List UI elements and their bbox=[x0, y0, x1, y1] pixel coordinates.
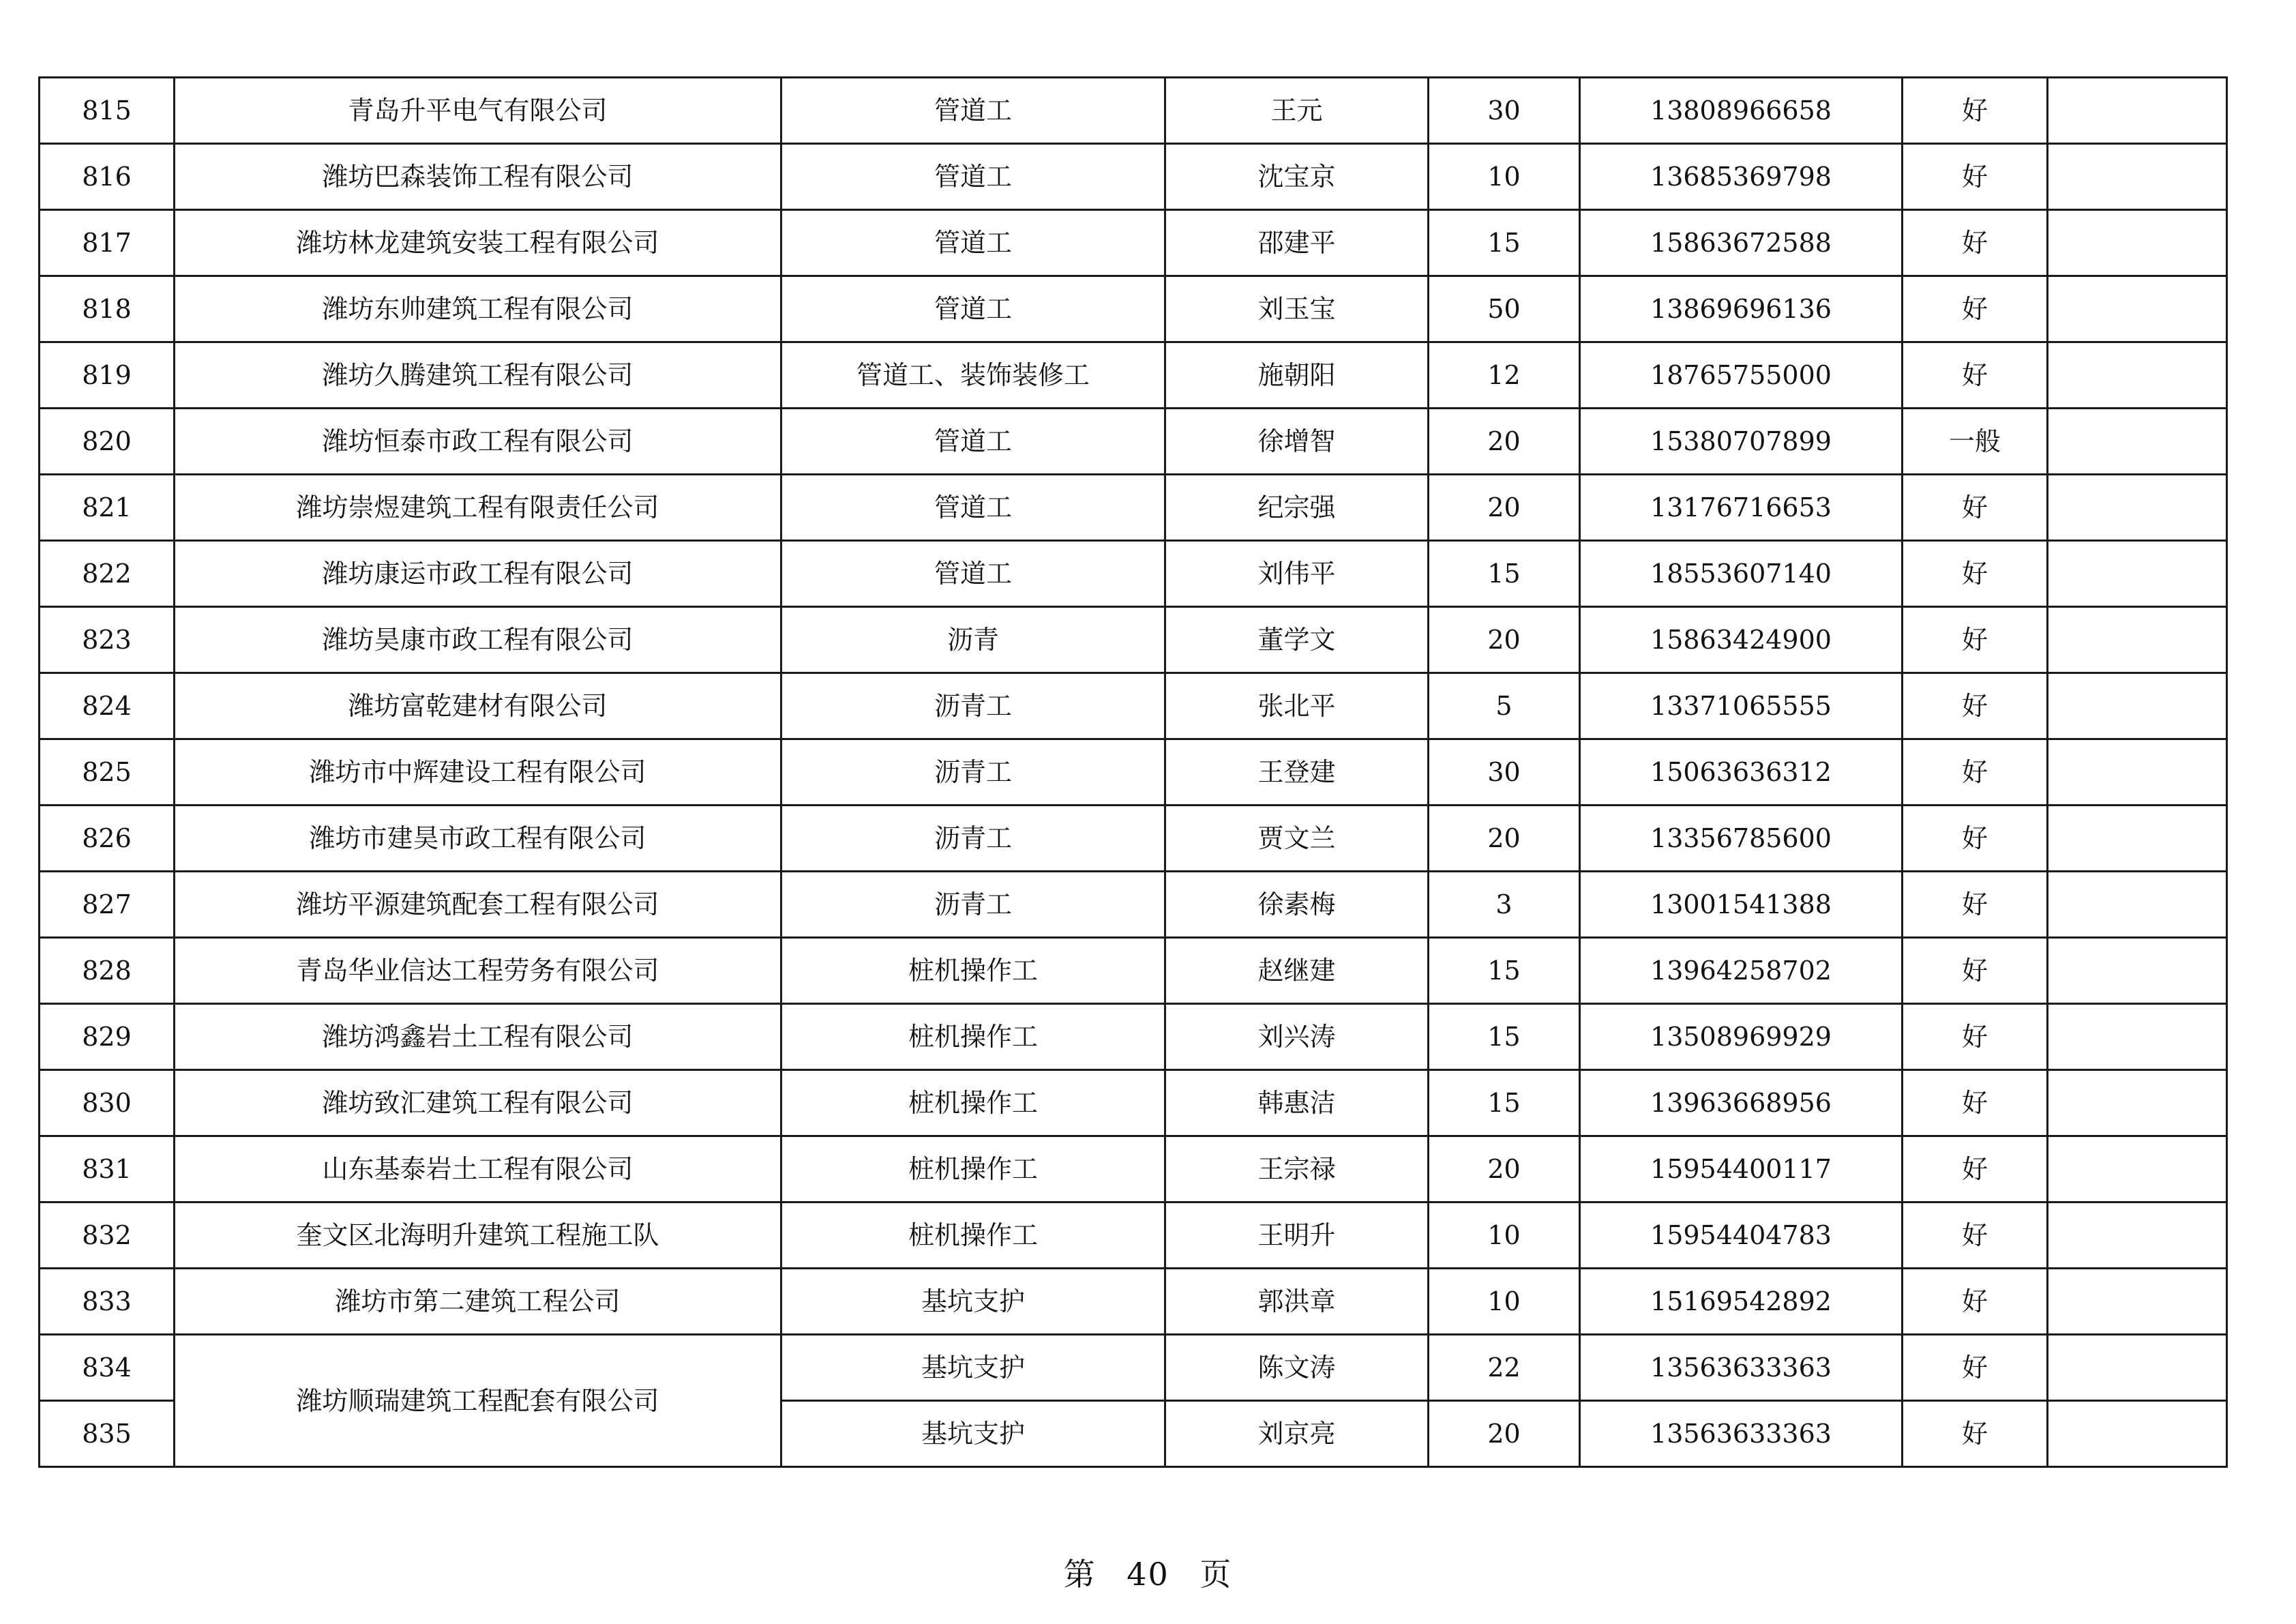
worker-count-cell: 22 bbox=[1429, 1335, 1580, 1401]
company-cell: 潍坊康运市政工程有限公司 bbox=[175, 541, 781, 607]
worker-count-cell: 10 bbox=[1429, 1202, 1580, 1269]
remark-cell bbox=[2048, 210, 2227, 276]
rating-cell: 好 bbox=[1903, 210, 2048, 276]
phone-cell: 13563633363 bbox=[1580, 1401, 1903, 1467]
remark-cell bbox=[2048, 607, 2227, 673]
page-number: 40 bbox=[1127, 1556, 1169, 1593]
company-cell: 潍坊致汇建筑工程有限公司 bbox=[175, 1070, 781, 1136]
phone-cell: 15863672588 bbox=[1580, 210, 1903, 276]
rating-cell: 好 bbox=[1903, 475, 2048, 541]
company-cell: 潍坊市中辉建设工程有限公司 bbox=[175, 739, 781, 806]
trade-cell: 管道工 bbox=[781, 475, 1165, 541]
table-row bbox=[40, 276, 2227, 342]
company-cell: 潍坊林龙建筑安装工程有限公司 bbox=[175, 210, 781, 276]
rating-cell: 好 bbox=[1903, 607, 2048, 673]
table-row bbox=[40, 541, 2227, 607]
phone-cell: 13563633363 bbox=[1580, 1335, 1903, 1401]
remark-cell bbox=[2048, 1401, 2227, 1467]
table-row bbox=[40, 739, 2227, 806]
table-row bbox=[40, 342, 2227, 409]
company-cell: 潍坊崇煜建筑工程有限责任公司 bbox=[175, 475, 781, 541]
phone-cell: 13963668956 bbox=[1580, 1070, 1903, 1136]
phone-cell: 15063636312 bbox=[1580, 739, 1903, 806]
worker-count-cell: 30 bbox=[1429, 739, 1580, 806]
phone-cell: 13808966658 bbox=[1580, 78, 1903, 144]
remark-cell bbox=[2048, 1136, 2227, 1202]
worker-count-cell: 20 bbox=[1429, 806, 1580, 872]
rating-cell: 好 bbox=[1903, 806, 2048, 872]
row-number-cell: 822 bbox=[40, 541, 175, 607]
table-row bbox=[40, 1070, 2227, 1136]
contact-person-cell: 沈宝京 bbox=[1165, 144, 1429, 210]
trade-cell: 桩机操作工 bbox=[781, 938, 1165, 1004]
row-number-cell: 820 bbox=[40, 409, 175, 475]
worker-count-cell: 20 bbox=[1429, 409, 1580, 475]
contact-person-cell: 徐增智 bbox=[1165, 409, 1429, 475]
trade-cell: 沥青 bbox=[781, 607, 1165, 673]
row-number-cell: 832 bbox=[40, 1202, 175, 1269]
contact-person-cell: 刘京亮 bbox=[1165, 1401, 1429, 1467]
company-cell: 潍坊富乾建材有限公司 bbox=[175, 673, 781, 739]
trade-cell: 桩机操作工 bbox=[781, 1136, 1165, 1202]
company-cell: 潍坊巴森装饰工程有限公司 bbox=[175, 144, 781, 210]
table-row bbox=[40, 673, 2227, 739]
worker-count-cell: 15 bbox=[1429, 541, 1580, 607]
table-row bbox=[40, 1004, 2227, 1070]
remark-cell bbox=[2048, 938, 2227, 1004]
phone-cell: 15169542892 bbox=[1580, 1269, 1903, 1335]
rating-cell: 好 bbox=[1903, 1070, 2048, 1136]
rating-cell: 好 bbox=[1903, 144, 2048, 210]
company-cell: 潍坊东帅建筑工程有限公司 bbox=[175, 276, 781, 342]
company-cell: 潍坊市建昊市政工程有限公司 bbox=[175, 806, 781, 872]
contact-person-cell: 施朝阳 bbox=[1165, 342, 1429, 409]
trade-cell: 桩机操作工 bbox=[781, 1004, 1165, 1070]
remark-cell bbox=[2048, 409, 2227, 475]
contact-person-cell: 刘伟平 bbox=[1165, 541, 1429, 607]
worker-count-cell: 15 bbox=[1429, 938, 1580, 1004]
worker-count-cell: 50 bbox=[1429, 276, 1580, 342]
trade-cell: 管道工 bbox=[781, 78, 1165, 144]
phone-cell: 15380707899 bbox=[1580, 409, 1903, 475]
rating-cell: 好 bbox=[1903, 1269, 2048, 1335]
row-number-cell: 834 bbox=[40, 1335, 175, 1401]
company-cell: 奎文区北海明升建筑工程施工队 bbox=[175, 1202, 781, 1269]
remark-cell bbox=[2048, 1004, 2227, 1070]
row-number-cell: 824 bbox=[40, 673, 175, 739]
row-number-cell: 830 bbox=[40, 1070, 175, 1136]
row-number-cell: 823 bbox=[40, 607, 175, 673]
contact-person-cell: 王宗禄 bbox=[1165, 1136, 1429, 1202]
row-number-cell: 831 bbox=[40, 1136, 175, 1202]
contact-person-cell: 邵建平 bbox=[1165, 210, 1429, 276]
row-number-cell: 816 bbox=[40, 144, 175, 210]
trade-cell: 管道工 bbox=[781, 144, 1165, 210]
trade-cell: 管道工 bbox=[781, 541, 1165, 607]
remark-cell bbox=[2048, 1269, 2227, 1335]
rating-cell: 好 bbox=[1903, 541, 2048, 607]
contact-person-cell: 王登建 bbox=[1165, 739, 1429, 806]
phone-cell: 13356785600 bbox=[1580, 806, 1903, 872]
remark-cell bbox=[2048, 475, 2227, 541]
trade-cell: 管道工 bbox=[781, 210, 1165, 276]
contractor-table bbox=[38, 76, 2228, 1468]
row-number-cell: 829 bbox=[40, 1004, 175, 1070]
worker-count-cell: 10 bbox=[1429, 144, 1580, 210]
phone-cell: 15954400117 bbox=[1580, 1136, 1903, 1202]
contact-person-cell: 董学文 bbox=[1165, 607, 1429, 673]
remark-cell bbox=[2048, 541, 2227, 607]
trade-cell: 基坑支护 bbox=[781, 1401, 1165, 1467]
contact-person-cell: 王元 bbox=[1165, 78, 1429, 144]
remark-cell bbox=[2048, 78, 2227, 144]
phone-cell: 13685369798 bbox=[1580, 144, 1903, 210]
phone-cell: 13001541388 bbox=[1580, 872, 1903, 938]
row-number-cell: 817 bbox=[40, 210, 175, 276]
remark-cell bbox=[2048, 1202, 2227, 1269]
trade-cell: 基坑支护 bbox=[781, 1335, 1165, 1401]
contact-person-cell: 韩惠洁 bbox=[1165, 1070, 1429, 1136]
table-row bbox=[40, 938, 2227, 1004]
contact-person-cell: 郭洪章 bbox=[1165, 1269, 1429, 1335]
trade-cell: 沥青工 bbox=[781, 739, 1165, 806]
contact-person-cell: 王明升 bbox=[1165, 1202, 1429, 1269]
table-row bbox=[40, 144, 2227, 210]
rating-cell: 好 bbox=[1903, 1202, 2048, 1269]
worker-count-cell: 12 bbox=[1429, 342, 1580, 409]
row-number-cell: 818 bbox=[40, 276, 175, 342]
trade-cell: 管道工、装饰装修工 bbox=[781, 342, 1165, 409]
contact-person-cell: 贾文兰 bbox=[1165, 806, 1429, 872]
contact-person-cell: 徐素梅 bbox=[1165, 872, 1429, 938]
worker-count-cell: 20 bbox=[1429, 1136, 1580, 1202]
phone-cell: 15863424900 bbox=[1580, 607, 1903, 673]
rating-cell: 好 bbox=[1903, 673, 2048, 739]
trade-cell: 沥青工 bbox=[781, 806, 1165, 872]
contact-person-cell: 刘兴涛 bbox=[1165, 1004, 1429, 1070]
table-row bbox=[40, 1202, 2227, 1269]
contact-person-cell: 纪宗强 bbox=[1165, 475, 1429, 541]
rating-cell: 一般 bbox=[1903, 409, 2048, 475]
phone-cell: 13371065555 bbox=[1580, 673, 1903, 739]
rating-cell: 好 bbox=[1903, 1004, 2048, 1070]
contact-person-cell: 刘玉宝 bbox=[1165, 276, 1429, 342]
company-cell: 青岛升平电气有限公司 bbox=[175, 78, 781, 144]
trade-cell: 基坑支护 bbox=[781, 1269, 1165, 1335]
table-body bbox=[40, 78, 2227, 1467]
phone-cell: 15954404783 bbox=[1580, 1202, 1903, 1269]
company-cell: 山东基泰岩土工程有限公司 bbox=[175, 1136, 781, 1202]
remark-cell bbox=[2048, 276, 2227, 342]
phone-cell: 13869696136 bbox=[1580, 276, 1903, 342]
worker-count-cell: 15 bbox=[1429, 210, 1580, 276]
worker-count-cell: 20 bbox=[1429, 1401, 1580, 1467]
table-row bbox=[40, 409, 2227, 475]
remark-cell bbox=[2048, 342, 2227, 409]
table-row bbox=[40, 78, 2227, 144]
table-row bbox=[40, 210, 2227, 276]
company-cell: 潍坊顺瑞建筑工程配套有限公司 bbox=[175, 1335, 781, 1467]
worker-count-cell: 30 bbox=[1429, 78, 1580, 144]
page-footer bbox=[0, 1550, 2296, 1595]
company-cell: 潍坊久腾建筑工程有限公司 bbox=[175, 342, 781, 409]
row-number-cell: 815 bbox=[40, 78, 175, 144]
contact-person-cell: 陈文涛 bbox=[1165, 1335, 1429, 1401]
company-cell: 潍坊鸿鑫岩土工程有限公司 bbox=[175, 1004, 781, 1070]
phone-cell: 13964258702 bbox=[1580, 938, 1903, 1004]
rating-cell: 好 bbox=[1903, 872, 2048, 938]
rating-cell: 好 bbox=[1903, 342, 2048, 409]
table-row bbox=[40, 475, 2227, 541]
document-sheet bbox=[38, 76, 2226, 1468]
page-label-suffix: 页 bbox=[1199, 1556, 1233, 1593]
page-label-prefix: 第 bbox=[1063, 1556, 1097, 1593]
row-number-cell: 827 bbox=[40, 872, 175, 938]
contact-person-cell: 赵继建 bbox=[1165, 938, 1429, 1004]
remark-cell bbox=[2048, 673, 2227, 739]
remark-cell bbox=[2048, 1070, 2227, 1136]
rating-cell: 好 bbox=[1903, 1401, 2048, 1467]
rating-cell: 好 bbox=[1903, 78, 2048, 144]
company-cell: 潍坊昊康市政工程有限公司 bbox=[175, 607, 781, 673]
trade-cell: 沥青工 bbox=[781, 872, 1165, 938]
table-row bbox=[40, 1136, 2227, 1202]
phone-cell: 13176716653 bbox=[1580, 475, 1903, 541]
worker-count-cell: 10 bbox=[1429, 1269, 1580, 1335]
rating-cell: 好 bbox=[1903, 276, 2048, 342]
worker-count-cell: 20 bbox=[1429, 607, 1580, 673]
worker-count-cell: 15 bbox=[1429, 1004, 1580, 1070]
worker-count-cell: 20 bbox=[1429, 475, 1580, 541]
phone-cell: 18553607140 bbox=[1580, 541, 1903, 607]
row-number-cell: 835 bbox=[40, 1401, 175, 1467]
remark-cell bbox=[2048, 739, 2227, 806]
table-row bbox=[40, 872, 2227, 938]
rating-cell: 好 bbox=[1903, 1136, 2048, 1202]
worker-count-cell: 5 bbox=[1429, 673, 1580, 739]
company-cell: 潍坊平源建筑配套工程有限公司 bbox=[175, 872, 781, 938]
rating-cell: 好 bbox=[1903, 739, 2048, 806]
remark-cell bbox=[2048, 872, 2227, 938]
company-cell: 潍坊市第二建筑工程公司 bbox=[175, 1269, 781, 1335]
trade-cell: 管道工 bbox=[781, 276, 1165, 342]
row-number-cell: 821 bbox=[40, 475, 175, 541]
row-number-cell: 828 bbox=[40, 938, 175, 1004]
row-number-cell: 819 bbox=[40, 342, 175, 409]
remark-cell bbox=[2048, 1335, 2227, 1401]
trade-cell: 桩机操作工 bbox=[781, 1070, 1165, 1136]
contact-person-cell: 张北平 bbox=[1165, 673, 1429, 739]
rating-cell: 好 bbox=[1903, 938, 2048, 1004]
worker-count-cell: 15 bbox=[1429, 1070, 1580, 1136]
company-cell: 青岛华业信达工程劳务有限公司 bbox=[175, 938, 781, 1004]
table-row bbox=[40, 1269, 2227, 1335]
trade-cell: 桩机操作工 bbox=[781, 1202, 1165, 1269]
table-row bbox=[40, 1335, 2227, 1401]
remark-cell bbox=[2048, 806, 2227, 872]
phone-cell: 13508969929 bbox=[1580, 1004, 1903, 1070]
remark-cell bbox=[2048, 144, 2227, 210]
row-number-cell: 826 bbox=[40, 806, 175, 872]
trade-cell: 管道工 bbox=[781, 409, 1165, 475]
row-number-cell: 825 bbox=[40, 739, 175, 806]
table-row bbox=[40, 806, 2227, 872]
worker-count-cell: 3 bbox=[1429, 872, 1580, 938]
company-cell: 潍坊恒泰市政工程有限公司 bbox=[175, 409, 781, 475]
rating-cell: 好 bbox=[1903, 1335, 2048, 1401]
table-row bbox=[40, 607, 2227, 673]
phone-cell: 18765755000 bbox=[1580, 342, 1903, 409]
trade-cell: 沥青工 bbox=[781, 673, 1165, 739]
row-number-cell: 833 bbox=[40, 1269, 175, 1335]
